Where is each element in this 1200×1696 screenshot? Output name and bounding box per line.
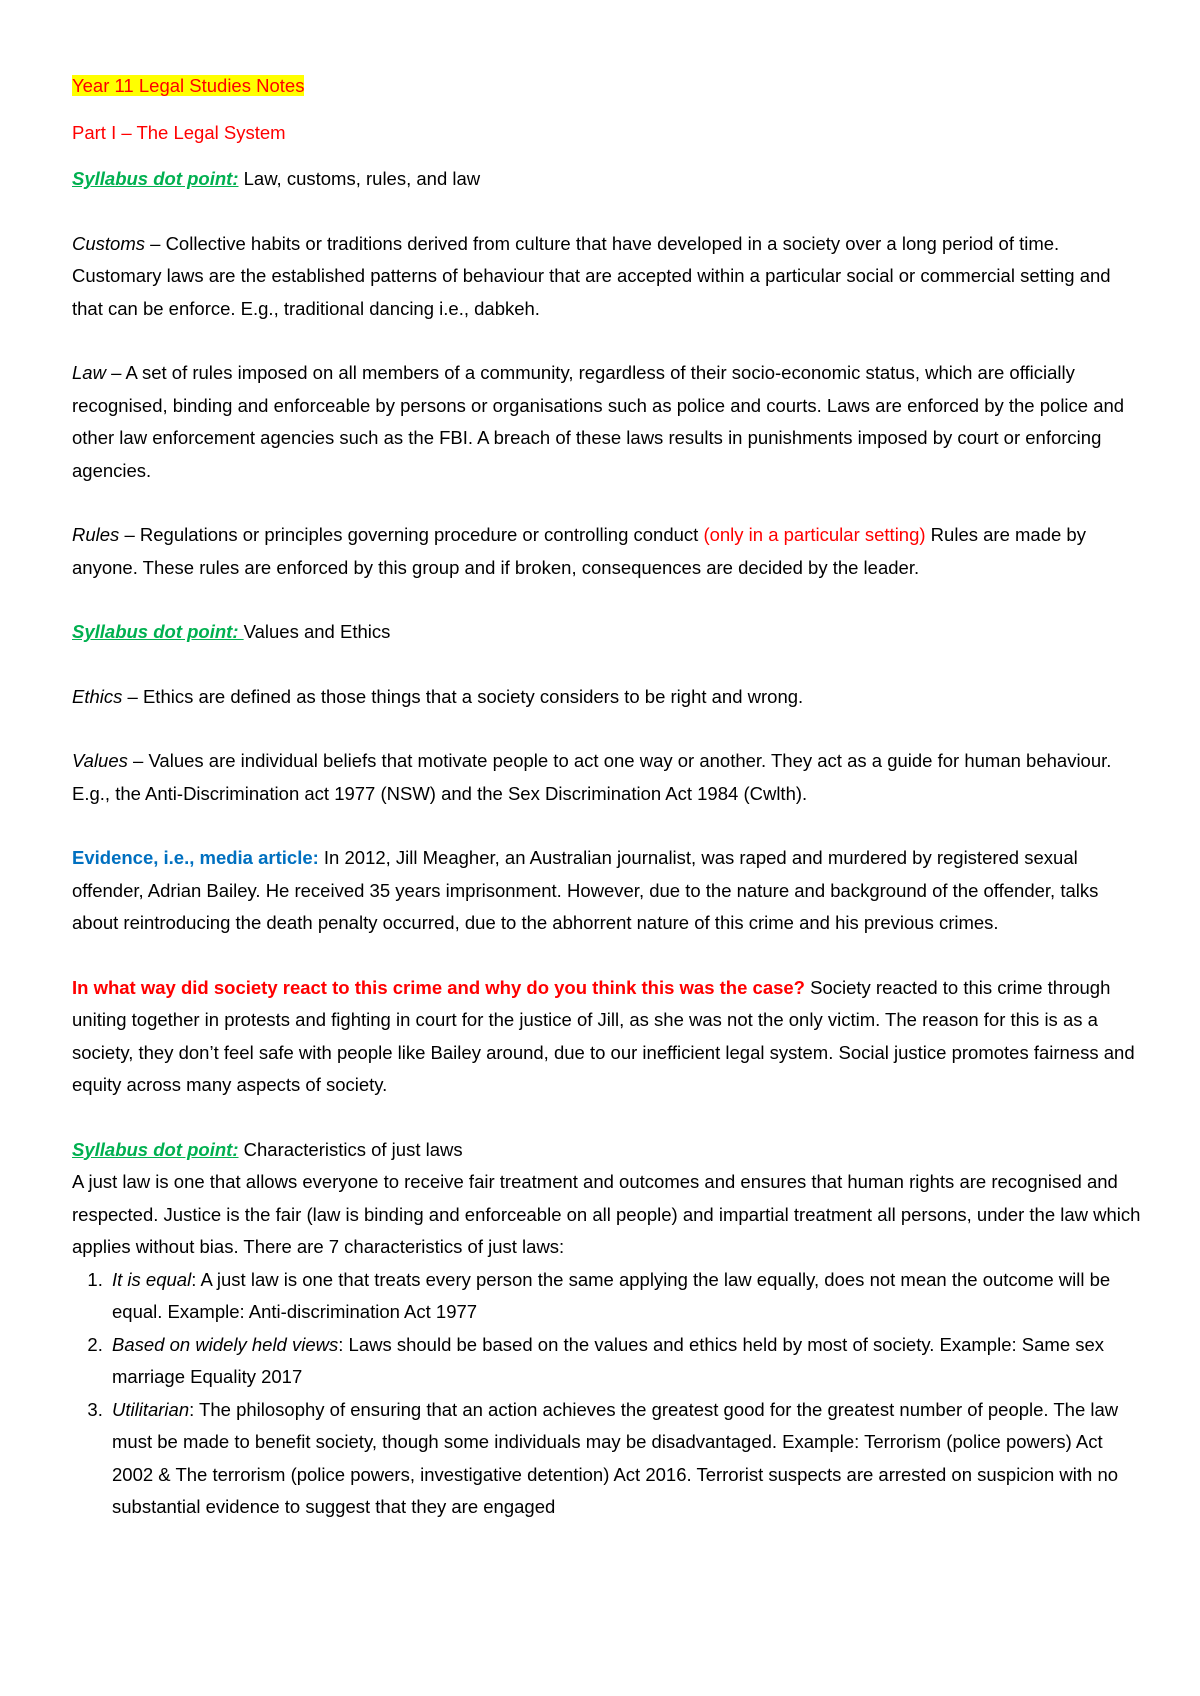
customs-paragraph <box>72 228 1142 326</box>
rules-paragraph <box>72 519 1142 584</box>
customs-term: Customs <box>72 232 145 254</box>
ethics-paragraph <box>72 681 1142 714</box>
question-text: Society reacted to this crime through uniting together in protests and fighting in court for the justice of Jill, as she was not the only victim. The reason for this is as a society, they don’t feel safe with people like Bailey around, due to our inefficient legal system. Social justice promotes fairness and equity across many aspects of society. <box>72 976 1135 1095</box>
syllabus-text: Law, customs, rules, and law <box>238 168 481 189</box>
law-term: Law <box>72 362 106 383</box>
item-term: Based on widely held views <box>112 1333 339 1355</box>
document-title <box>72 70 1142 103</box>
item-term: It is equal <box>112 1268 192 1290</box>
syllabus-label: Syllabus dot point: <box>72 1138 239 1160</box>
just-laws-intro: A just law is one that allows everyone to receive fair treatment and outcomes and ensures that human rights are recognised and respected. Justice is the fair (law is binding and enforceable on all people) and impartial treatment all persons, under the law which applies without bias. There are 7 characteristics of just laws: <box>72 1171 1141 1257</box>
title-highlight: Year 11 Legal Studies Notes <box>72 75 305 96</box>
syllabus-label: Syllabus dot point: <box>72 621 239 642</box>
syllabus-point-2 <box>72 616 1142 649</box>
part-heading: Part I – The Legal System <box>72 121 286 143</box>
syllabus-text: Characteristics of just laws <box>238 1138 463 1160</box>
evidence-paragraph <box>72 842 1142 940</box>
just-laws-list <box>72 1264 1142 1524</box>
syllabus-label: Syllabus dot point: <box>72 168 239 189</box>
customs-text: – Collective habits or traditions derived from culture that have developed in a society over a long period of time. Customary laws are the established patterns of behaviour that are accepted within a particular social or commercial setting and that can be enforce. E.g., traditional dancing i.e., dabkeh. <box>72 232 1111 319</box>
evidence-label: Evidence, i.e., media article: <box>72 847 319 868</box>
rules-term: Rules <box>72 524 120 545</box>
rules-highlight: (only in a particular setting) <box>703 524 926 545</box>
list-item <box>108 1264 1142 1329</box>
rules-text-after: Rules are made by anyone. These rules are enforced by this group and if broken, consequences are decided by the leader. <box>72 524 1086 578</box>
item-term: Utilitarian <box>112 1398 190 1420</box>
values-text: – Values are individual beliefs that motivate people to act one way or another. They act as a guide for human behaviour. E.g., the Anti-Discrimination act 1977 (NSW) and the Sex Discrimination Act 1984 (Cwlth). <box>72 750 1112 804</box>
evidence-text: In 2012, Jill Meagher, an Australian journalist, was raped and murdered by registered sexual offender, Adrian Bailey. He received 35 years imprisonment. However, due to the nature and background of the offender, talks about reintroducing the death penalty occurred, due to the abhorrent nature of this crime and his previous crimes. <box>72 847 1099 933</box>
syllabus-point-1 <box>72 163 1142 196</box>
law-paragraph <box>72 357 1142 487</box>
item-text: : The philosophy of ensuring that an action achieves the greatest good for the greatest number of people. The law must be made to benefit society, though some individuals may be disadvantaged. Example: Terrorism (police powers) Act 2002 & The terrorism (police powers, investigative detention) Act 2016. Terrorist suspects are arrested on suspicion with no substantial evidence to suggest that they are engaged <box>112 1398 1119 1517</box>
values-term: Values <box>72 750 128 771</box>
syllabus-point-3 <box>72 1134 1142 1167</box>
question-paragraph <box>72 972 1142 1102</box>
item-text: : Laws should be based on the values and ethics held by most of society. Example: Same sex marriage Equality 2017 <box>112 1333 1105 1387</box>
ethics-text: – Ethics are defined as those things that a society considers to be right and wrong. <box>122 685 804 707</box>
values-paragraph <box>72 745 1142 810</box>
law-text: – A set of rules imposed on all members of a community, regardless of their socio-economic status, which are officially recognised, binding and enforceable by persons or organisations such as police and courts. Laws are enforced by the police and other law enforcement agencies such as the FBI. A breach of these laws results in punishments imposed by court or enforcing agencies. <box>72 362 1125 481</box>
list-item <box>108 1329 1142 1394</box>
question-label: In what way did society react to this crime and why do you think this was the case? <box>72 976 805 998</box>
syllabus-text: Values and Ethics <box>243 621 391 642</box>
document-body <box>72 70 1142 1524</box>
item-text: : A just law is one that treats every person the same applying the law equally, does not mean the outcome will be equal. Example: Anti-discrimination Act 1977 <box>112 1268 1111 1322</box>
rules-text-before: – Regulations or principles governing procedure or controlling conduct <box>119 524 704 545</box>
list-item <box>108 1394 1142 1524</box>
ethics-term: Ethics <box>72 685 123 707</box>
